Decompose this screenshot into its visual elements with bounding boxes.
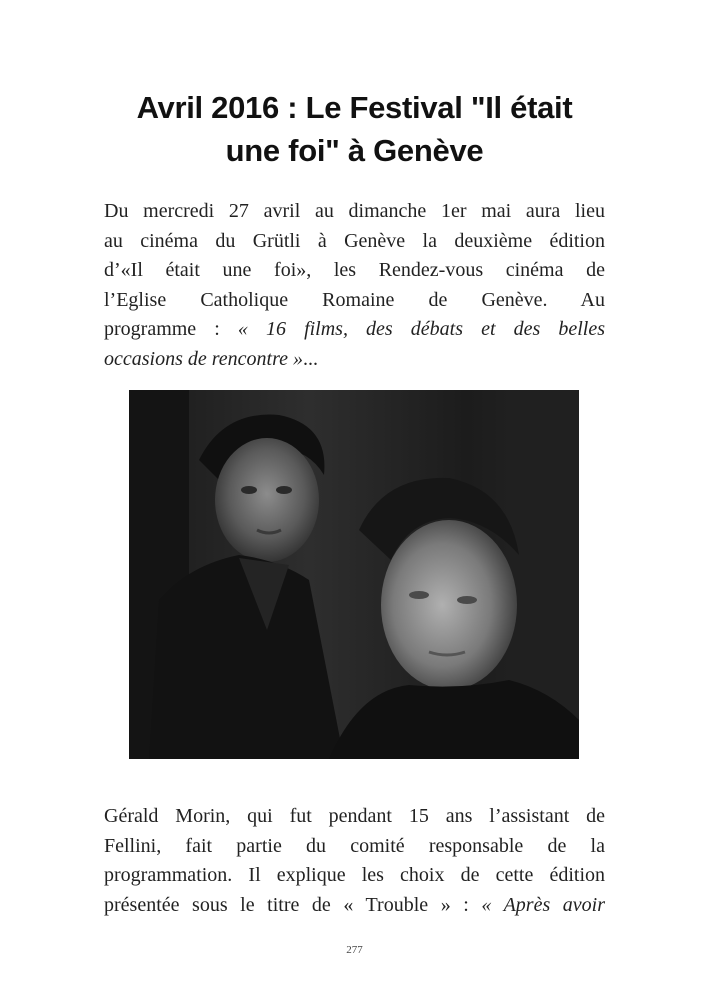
intro-paragraph: [104, 197, 605, 375]
page-number: 277: [346, 944, 363, 956]
intro-line-6: [104, 345, 605, 375]
title-line-2: une foi" à Genève: [225, 133, 484, 168]
ellipsis: ...: [303, 347, 319, 370]
intro-line-5: [104, 315, 605, 345]
body-line-2: Fellini, fait partie du comité responsable de la: [104, 834, 605, 857]
intro-line-2: au cinéma du Grütli à Genève la deuxième édition: [104, 229, 605, 252]
trouble-label: présentée sous le titre de « Trouble » :: [104, 893, 482, 916]
programme-label: programme :: [104, 318, 238, 341]
film-still-image: [129, 390, 579, 759]
body-line-4: [104, 891, 605, 921]
trouble-quote-start: « Après avoir: [481, 893, 605, 916]
title-line-1: Avril 2016 : Le Festival "Il était: [136, 90, 573, 125]
programme-quote-end: occasions de rencontre »: [104, 347, 304, 370]
body-line-3: programmation. Il explique les choix de cette édition: [104, 864, 605, 887]
body-line-1: Gérald Morin, qui fut pendant 15 ans l’assistant de: [104, 805, 605, 827]
programme-quote-start: « 16 films, des débats et des belles: [237, 318, 605, 341]
intro-line-3: d’«Il était une foi», les Rendez-vous cinéma de: [104, 259, 605, 282]
intro-line-1: Du mercredi 27 avril au dimanche 1er mai aura lieu: [104, 200, 605, 222]
film-still-photo: [129, 390, 579, 759]
intro-line-4: l’Eglise Catholique Romaine de Genève. Au: [104, 288, 605, 311]
page-title: [70, 86, 639, 172]
body-paragraph: [104, 802, 605, 920]
